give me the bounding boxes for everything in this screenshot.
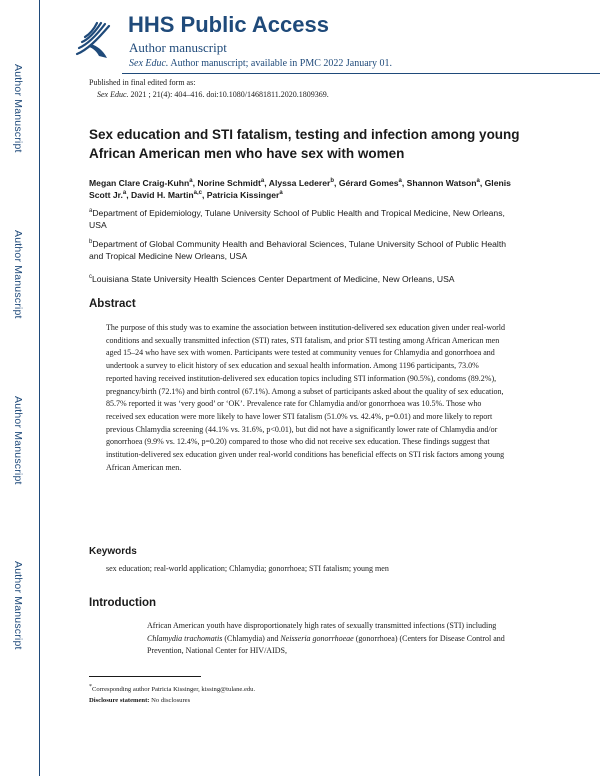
journal-name: Sex Educ. [129,58,169,69]
abstract-heading: Abstract [89,298,136,310]
author-name: Shannon Watson [406,178,477,188]
author-name: David H. Martin [131,190,194,200]
affiliation-text: Department of Epidemiology, Tulane University School of Public Health and Tropical Medicine, New Orleans, USA [89,208,505,230]
keywords-text: sex education; real-world application; Chlamydia; gonorrhoea; STI fatalism; young men [106,564,389,573]
affiliation-mark: c [89,274,92,281]
author-affiliation-mark: a [398,178,402,185]
intro-species-name: Chlamydia trachomatis [147,633,223,643]
hhs-public-access-title: HHS Public Access [128,12,329,37]
citation-details: 2021 ; 21(4): 404–416. doi:10.1080/14681811.2020.1809369. [128,90,329,99]
disclosure-label: Disclosure statement: [89,697,150,704]
citation-journal: Sex Educ. [97,90,129,99]
footnote-divider [89,676,201,677]
keywords-heading: Keywords [89,546,137,557]
author-name: Patricia Kissinger [206,190,280,200]
disclosure-footnote [89,697,190,704]
availability-line [129,58,392,69]
corresponding-author-text: Corresponding author Patricia Kissinger, kissing@tulane.edu. [92,686,256,693]
published-label: Published in final edited form as: [89,78,196,87]
intro-text-part: (Chlamydia) and [222,633,281,643]
sidebar-label-author-manuscript: Author Manuscript [12,230,24,319]
author-name: Glenis Scott Jr. [89,178,511,200]
introduction-text [147,620,515,658]
author-affiliation-mark: a [122,190,127,197]
sidebar-label-author-manuscript: Author Manuscript [12,64,24,153]
author-affiliation-mark: b [330,178,335,185]
affiliation-text: Department of Global Community Health and Behavioral Sciences, Tulane University School of Public Health and Tropical Medicine New Orleans, USA [89,239,507,261]
author-manuscript-subtitle: Author manuscript [129,40,227,55]
intro-text-part: (gonorrhoea) (Centers for Disease Control and Prevention, National Center for HIV/AIDS, [147,633,505,656]
author-name: Norine Schmidt [197,178,261,188]
author-affiliation-mark: a [260,178,265,185]
citation-line [97,90,329,99]
article-title: Sex education and STI fatalism, testing and infection among young African American men who have sex with women [89,127,520,161]
author-name: Gérard Gomes [338,178,399,188]
abstract-text: The purpose of this study was to examine the association between institution-delivered sex education given under real-world conditions and sexually transmitted infection (STI) rates, STI fatalism, and prior STI testing among African American men aged 15–24 who have sex with women. Participants were tested at community venues for Chlamydia and gonorrhoea and undertook a survey to elicit history of sex education and sexual health information. Among 1196 participants, 73.0% reported having received institution-delivered sex education topics including STI information (90.5%), condoms (89.2%), pregnancy/birth (72.1%) and birth control (67.1%). Among a subset of participants asked about the quality of sex education, 85.7% reported it was ‘very good’ or ‘OK’. Prevalence rate for Chlamydia and/or gonorrhoea was 10.5%. Those who received sex education were more likely to have lower STI fatalism (51.0% vs. 42.4%, p=0.01) and more likely to report previous Chlamydia screening (44.1% vs. 31.6%, p<0.01), but did not have a significantly lower rate of Chlamydia and/or gonorrhoea (9.9% vs. 12.4%, p=0.20) compared to those who did not receive sex education. These findings suggest that institution-delivered sex education given under real-world conditions has beneficial effects on STI risk factors among young African American men. [106,323,505,472]
affiliation [89,273,519,285]
introduction-heading: Introduction [89,597,157,609]
affiliation-mark: a [89,208,93,215]
author-affiliation-mark: a [476,178,480,185]
affiliation [89,238,519,262]
hhs-eagle-icon [73,20,115,62]
author-affiliation-mark: a [189,178,193,185]
author-list: Megan Clare Craig-Kuhn$^a$, Norine Schmidt$^a$, Alyssa Lederer$^b$, Gérard Gomes$^a$, Shannon Watson$^a$, Glenis Scott Jr.$^a$, David H. Martin$^{a,c}$, Patricia Kissinger$^a$ [89,178,511,200]
header-divider [122,73,600,74]
disclosure-text: No disclosures [149,697,191,704]
author-affiliation-mark: a,c [193,190,202,197]
intro-text-part: African American youth have disproportionately high rates of sexually transmitted infections (STI) including [147,621,497,630]
sidebar-label-author-manuscript: Author Manuscript [12,396,24,485]
sidebar-label-author-manuscript: Author Manuscript [12,561,24,650]
footnote-mark: * [89,683,92,690]
availability-text: Author manuscript; available in PMC 2022 January 01. [168,58,393,69]
author-name: Megan Clare Craig-Kuhn [89,178,190,188]
corresponding-author-footnote [89,683,256,693]
author-name: Alyssa Lederer [268,178,331,188]
author-affiliation-mark: a [279,190,283,197]
sidebar-divider [39,0,40,776]
affiliation-mark: b [89,239,93,246]
affiliation [89,207,519,231]
affiliation-text: Louisiana State University Health Sciences Center Department of Medicine, New Orleans, USA [92,274,455,284]
intro-species-name: Neisseria gonorrhoeae [280,633,354,643]
